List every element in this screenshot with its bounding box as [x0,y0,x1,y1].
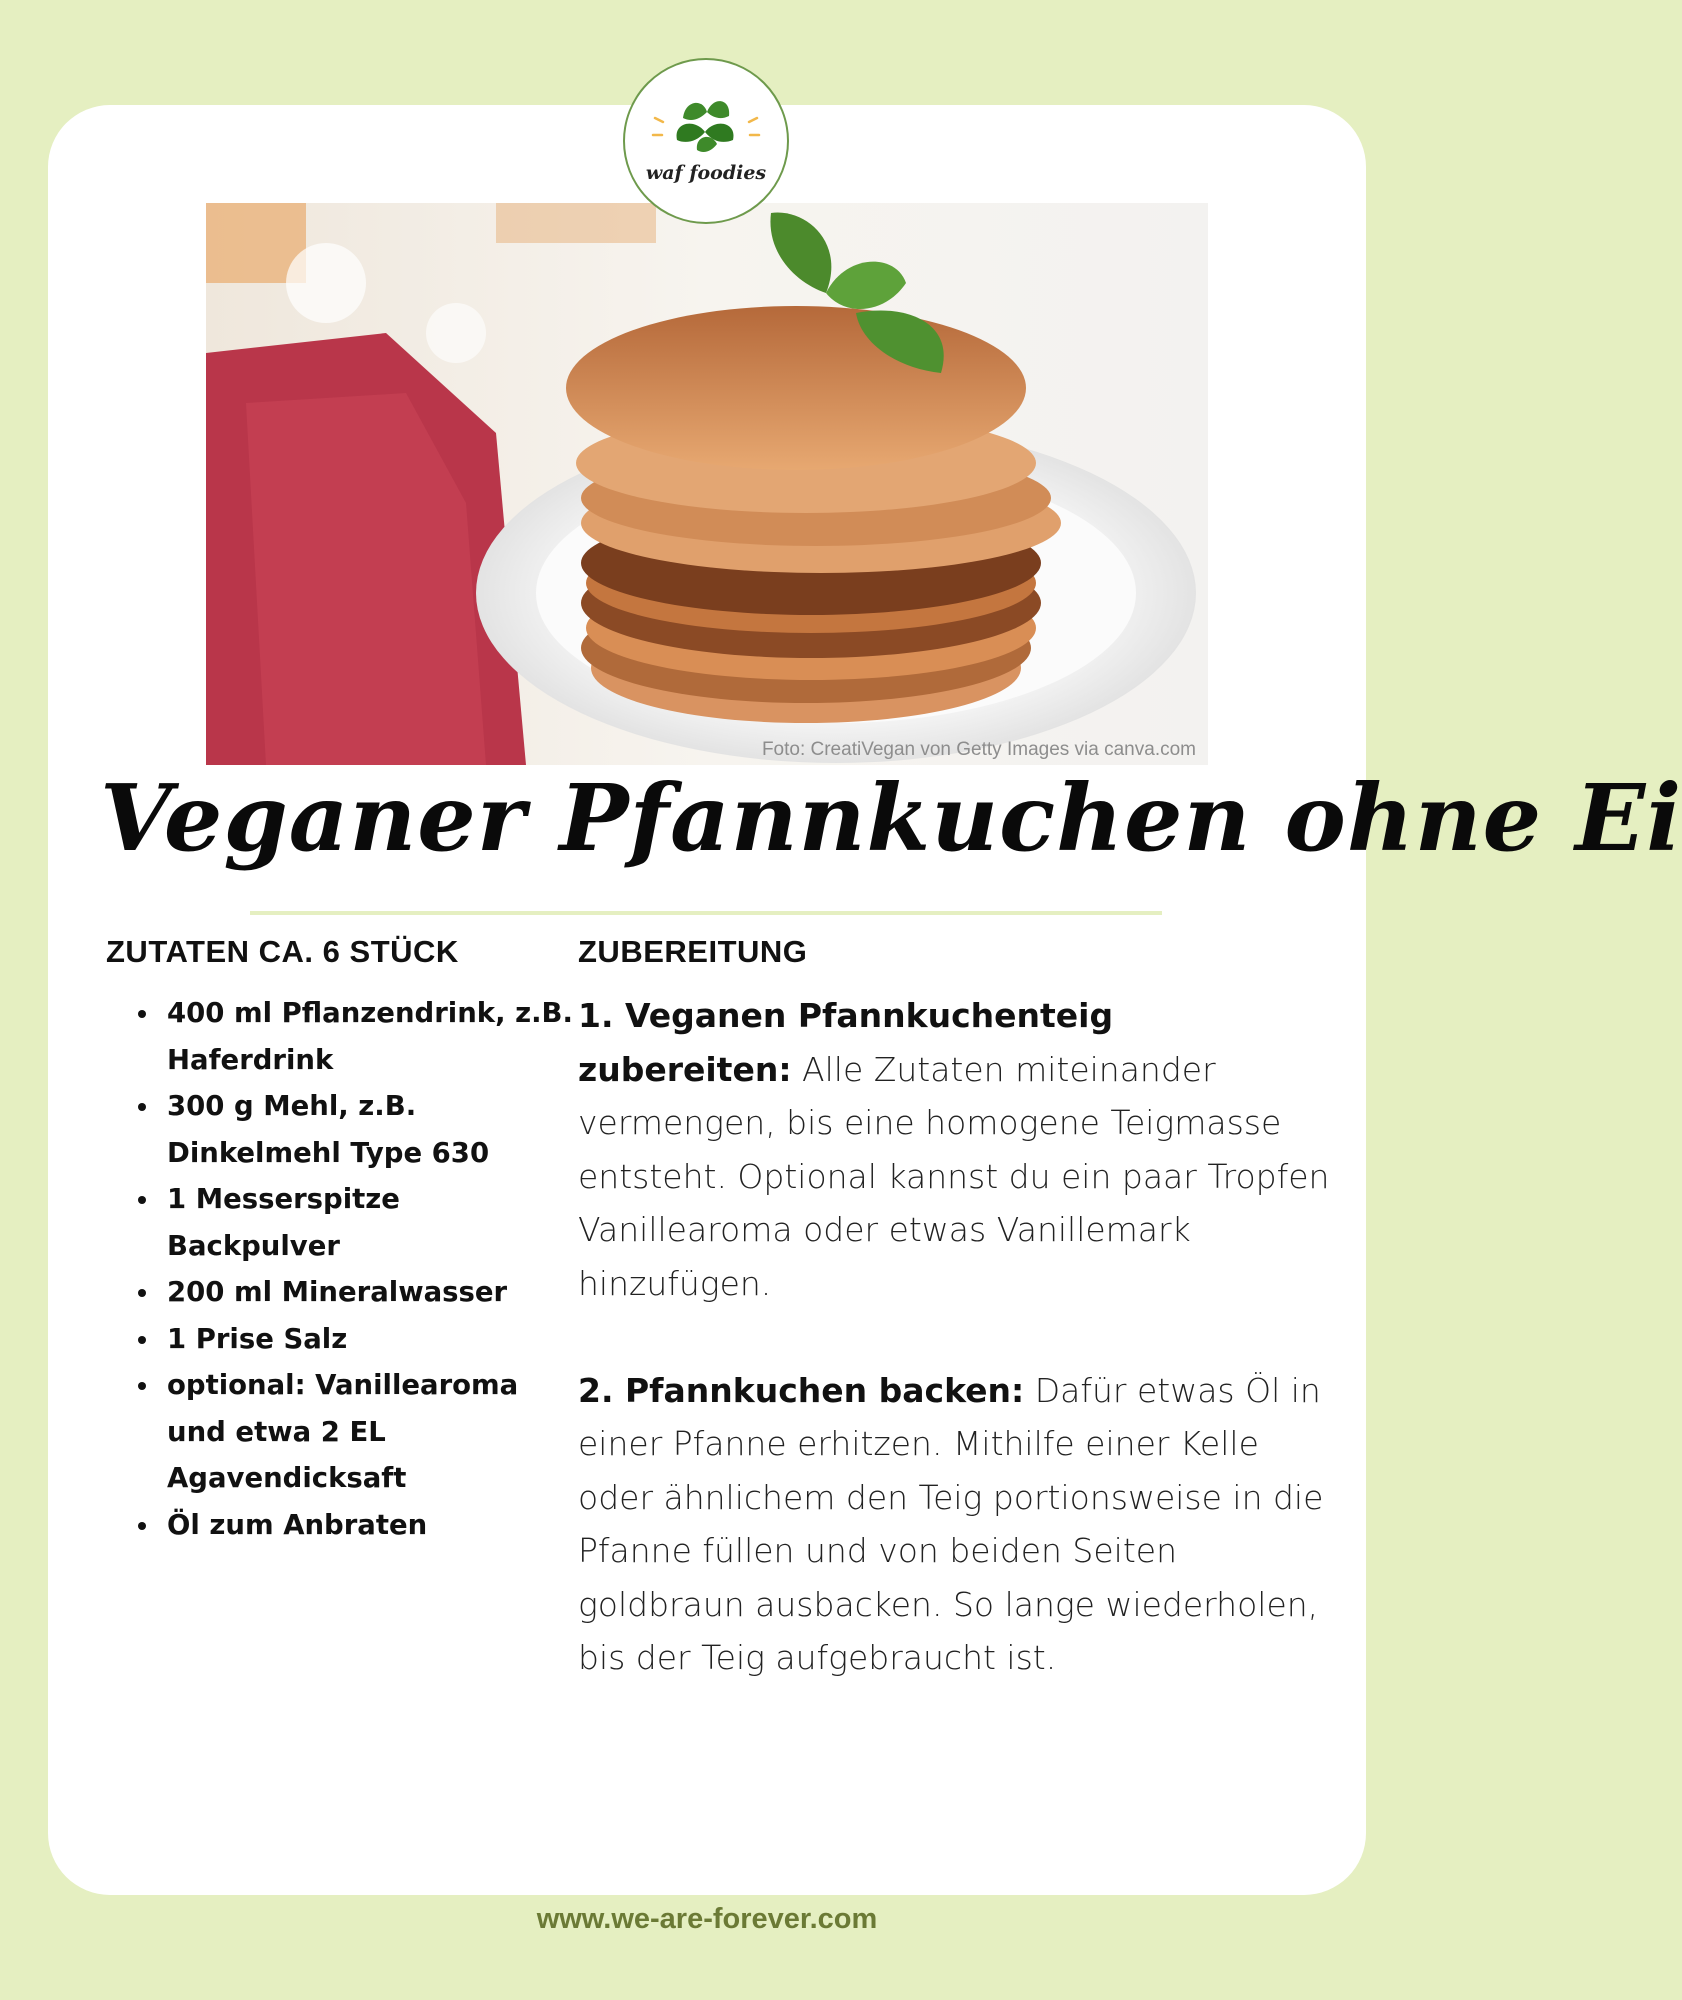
photo-credit: Foto: CreatiVegan von Getty Images via canva.com [761,739,1196,760]
step-2 [578,1364,1338,1685]
pancake-stack [566,306,1061,723]
list-item: • 300 g Mehl, z.B. Dinkelmehl Type 630 [161,1083,581,1176]
step-1 [578,989,1338,1310]
step-text: Alle Zutaten miteinander vermengen, bis eine homogene Teigmasse entsteht. Optional kannst du ein paar Tropfen Vanillearoma oder etwas Vanillemark hinzufügen. [578,1049,1330,1303]
waf-foodies-logo [623,58,789,224]
step-text: Dafür etwas Öl in einer Pfanne erhitzen. Mithilfe einer Kelle oder ähnlichem den Teig portionsweise in die Pfanne füllen und von beiden Seiten goldbraun ausbacken. So lange wiederholen, bis der Teig aufgebraucht ist. [578,1370,1324,1677]
logo-text: waf foodies [645,162,767,184]
mint-leaves-icon [677,101,734,152]
step-title: 1. Veganen Pfannkuchenteig zubereiten: [578,996,1114,1089]
step-title: 2. Pfannkuchen backen: [578,1370,1025,1410]
recipe-title: Veganer Pfannkuchen ohne Ei [100,764,1682,872]
footer-url[interactable]: www.we-are-forever.com [536,1903,878,1935]
list-item: • optional: Vanillearoma und etwa 2 EL Agavendicksaft [161,1362,581,1502]
list-item: • 400 ml Pflanzendrink, z.B. Haferdrink [161,990,581,1083]
ingredients-list [125,990,581,1548]
title-divider [250,911,1162,915]
list-item: • 1 Prise Salz [161,1316,581,1363]
list-item: • 1 Messerspitze Backpulver [161,1176,581,1269]
list-item: • 200 ml Mineralwasser [161,1269,581,1316]
pancake-photo [206,203,1208,765]
ingredients-heading: ZUTATEN CA. 6 STÜCK [106,934,459,969]
list-item: • Öl zum Anbraten [161,1502,581,1549]
preparation-steps [578,989,1338,1685]
preparation-heading: ZUBEREITUNG [578,934,808,969]
